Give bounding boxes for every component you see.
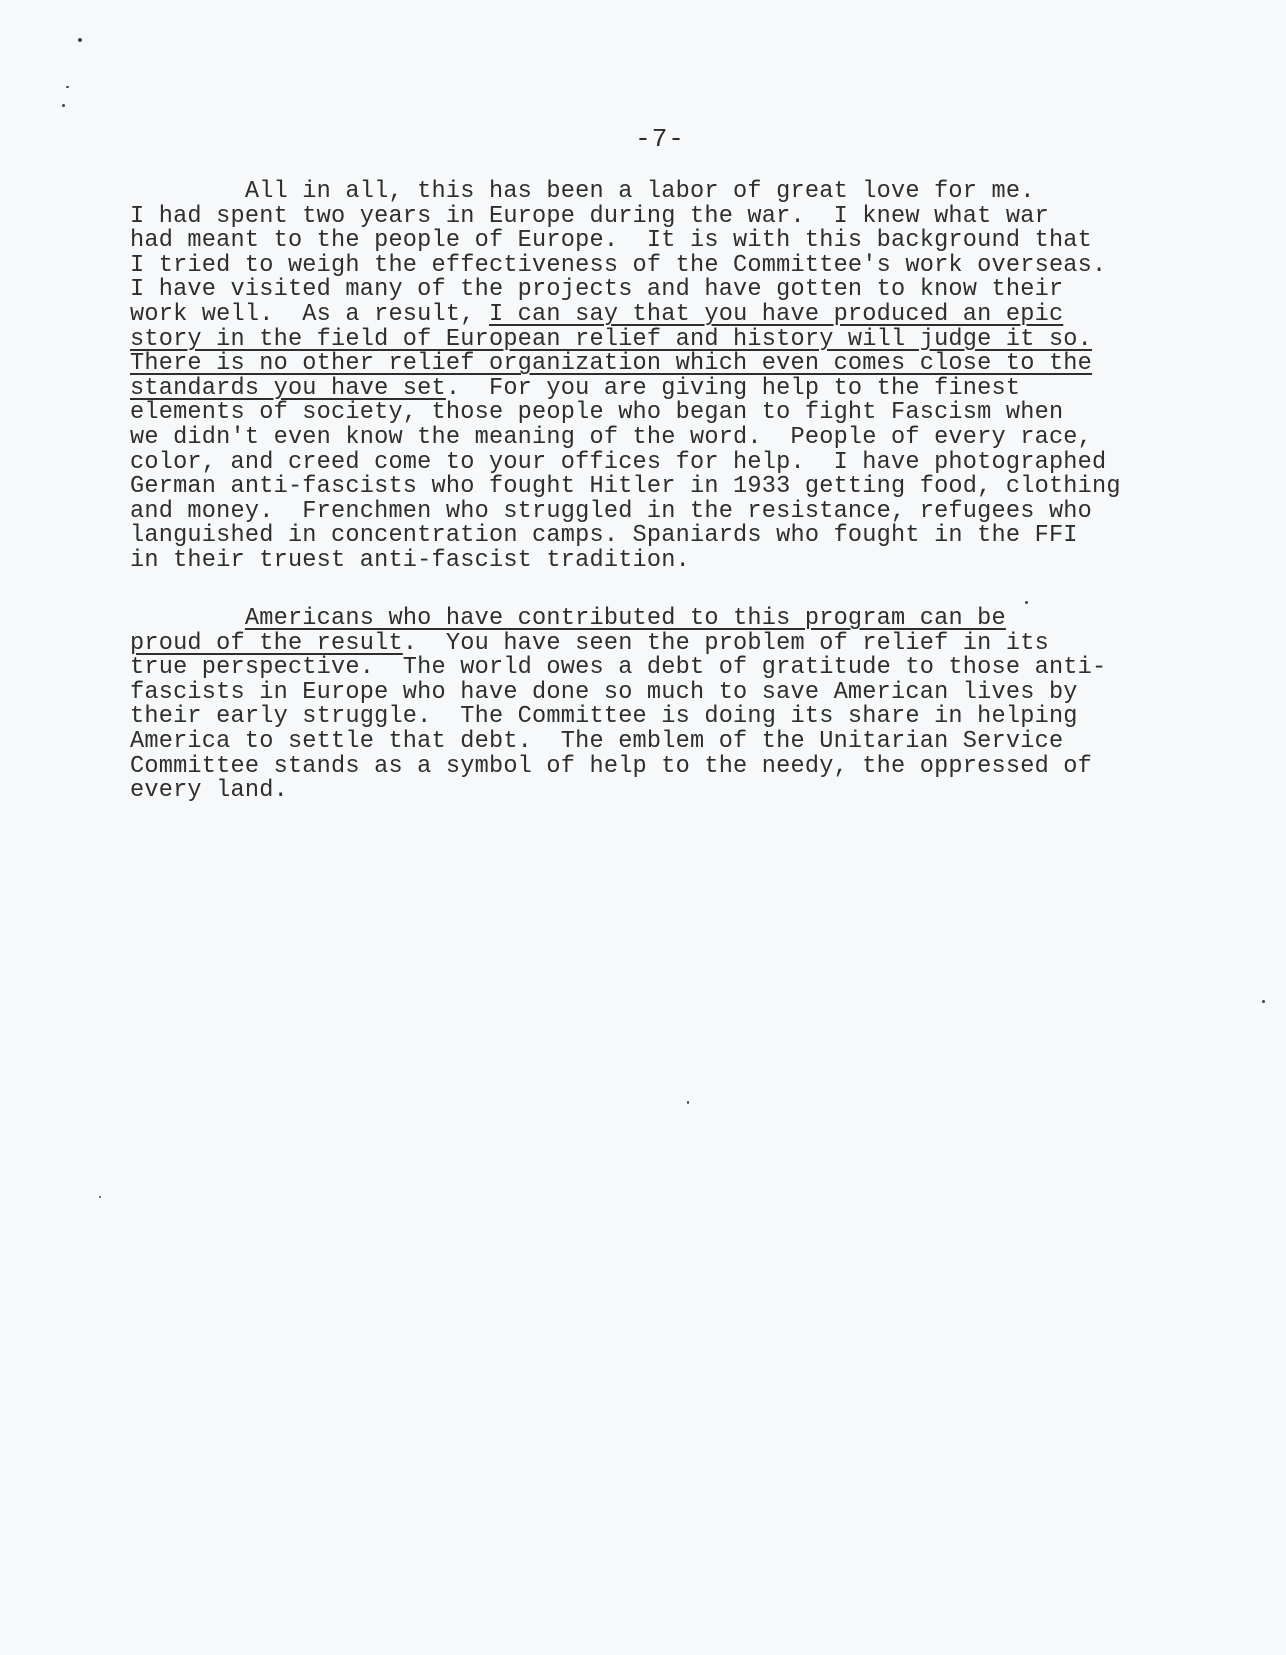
text-line (130, 475, 1200, 500)
text-segment: true perspective. The world owes a debt of gratitude to those anti- (130, 654, 1107, 682)
text-line (130, 546, 1200, 574)
text-segment: All in all, this has been a labor of great love for me. (130, 178, 1035, 205)
text-segment: Committee stands as a symbol of help to the needy, the oppressed of (130, 752, 1093, 780)
paragraph-1 (130, 180, 1200, 574)
text-line (130, 278, 1200, 303)
underlined-text: story in the field of European relief and history will judge it so. (130, 325, 1093, 353)
text-line (130, 251, 1200, 279)
text-segment: I have visited many of the projects and have gotten to know their (130, 276, 1064, 304)
text-segment: and money. Frenchmen who struggled in the resistance, refugees who (130, 497, 1093, 525)
page-number: -7- (635, 124, 685, 154)
text-segment: I had spent two years in Europe during the war. I knew what war (130, 202, 1049, 230)
underlined-text: standards you have set (130, 374, 446, 402)
text-line (130, 202, 1200, 230)
underlined-text: I can say that you have produced an epic (488, 300, 1064, 328)
scan-speck (687, 1101, 689, 1104)
text-segment: . For you are giving help to the finest (445, 374, 1021, 402)
text-line (130, 705, 1200, 730)
text-segment: languished in concentration camps. Spaniards who fought in the FFI (130, 522, 1078, 550)
text-line (130, 325, 1200, 353)
text-segment: elements of society, those people who began to fight Fascism when (130, 399, 1064, 427)
text-segment: I tried to weigh the effectiveness of the Committee's work overseas. (130, 251, 1107, 279)
text-line (130, 727, 1200, 755)
text-line (130, 607, 1200, 632)
scan-speck (66, 86, 69, 88)
text-segment: we didn't even know the meaning of the word. People of every race, (130, 423, 1093, 451)
underlined-text: There is no other relief organization which even comes close to the (130, 350, 1093, 378)
text-segment (130, 605, 245, 632)
text-line (130, 374, 1200, 402)
text-line (130, 423, 1200, 451)
text-segment: America to settle that debt. The emblem of the Unitarian Service (130, 727, 1064, 755)
scan-speck (1025, 601, 1028, 604)
scan-speck (78, 38, 82, 42)
text-line (130, 629, 1200, 657)
text-line (130, 779, 1200, 804)
paragraph-2 (130, 607, 1200, 804)
text-line (130, 656, 1200, 681)
underlined-text: proud of the result (130, 629, 403, 657)
text-segment: their early struggle. The Committee is doing its share in helping (130, 703, 1078, 731)
text-segment: color, and creed come to your offices for help. I have photographed (130, 448, 1107, 476)
text-line (130, 752, 1200, 780)
scan-speck (99, 1196, 101, 1198)
text-segment: every land. (130, 777, 288, 805)
text-line (130, 300, 1200, 328)
text-line (130, 229, 1200, 254)
scan-speck (1262, 1000, 1265, 1003)
text-line (130, 180, 1200, 205)
scan-speck (62, 104, 65, 107)
text-segment: had meant to the people of Europe. It is with this background that (130, 227, 1093, 255)
text-segment: . You have seen the problem of relief in its (402, 629, 1049, 657)
text-line (130, 352, 1200, 377)
text-line (130, 401, 1200, 426)
text-segment: work well. As a result, (130, 300, 489, 328)
text-line (130, 497, 1200, 525)
text-segment: in their truest anti-fascist tradition. (130, 546, 690, 574)
text-line (130, 448, 1200, 476)
text-segment: fascists in Europe who have done so much to save American lives by (130, 678, 1078, 706)
text-segment: German anti-fascists who fought Hitler in 1933 getting food, clothing (130, 473, 1121, 501)
text-line (130, 524, 1200, 549)
text-line (130, 678, 1200, 706)
underlined-text: Americans who have contributed to this program can be (244, 605, 1006, 632)
